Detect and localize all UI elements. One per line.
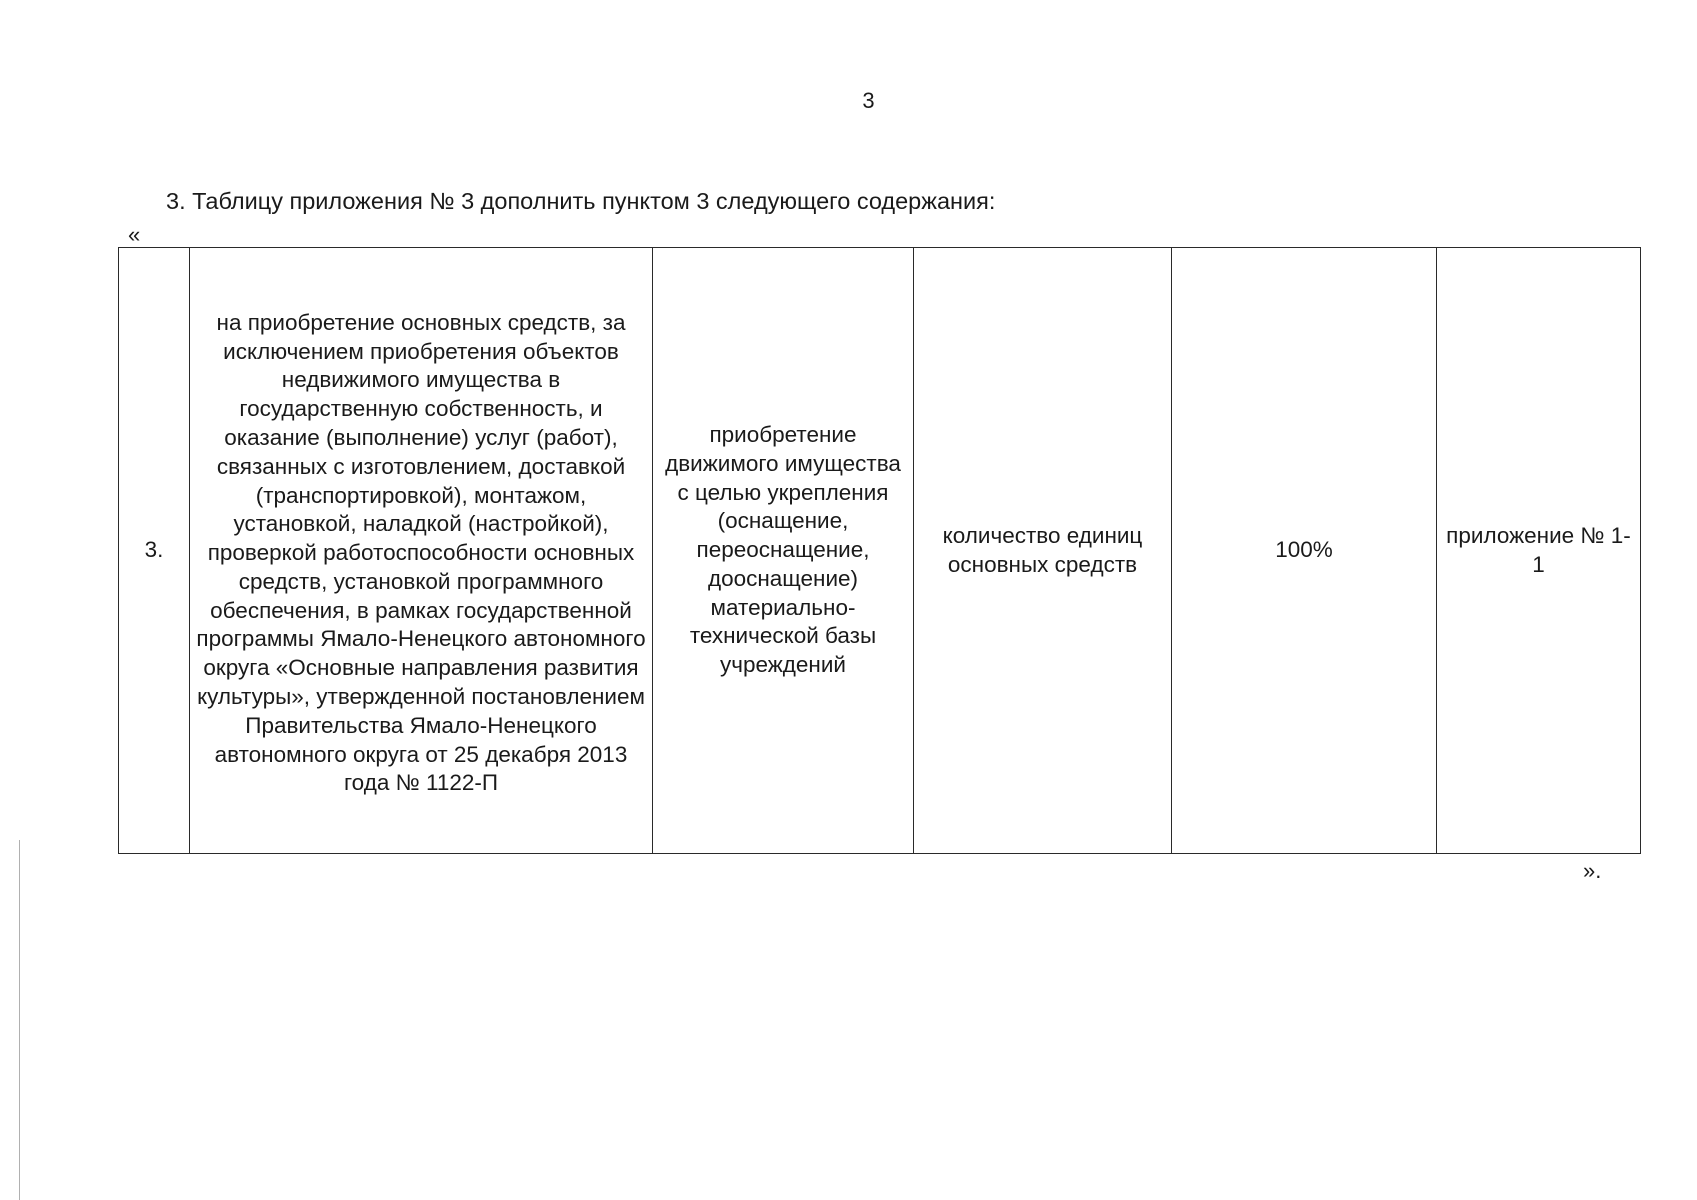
scan-margin-line — [19, 840, 20, 1200]
indicator-cell: количество единиц основных средств — [914, 248, 1172, 854]
action-cell: приобретение движимого имущества с целью укрепления (оснащение, переоснащение, дооснащение) материально-технической базы учреждений — [653, 248, 914, 854]
description-cell: на приобретение основных средств, за исключением приобретения объектов недвижимого имущества в государственную собственность, и оказание (выполнение) услуг (работ), связанных с изготовлением, доставкой (транспортировкой), монтажом, установкой, наладкой (настройкой), проверкой работоспособности основных средств, установкой программного обеспечения, в рамках государственной программы Ямало-Ненецкого автономного округа «Основные направления развития культуры», утвержденной постановлением Правительства Ямало-Ненецкого автономного округа от 25 декабря 2013 года № 1122-П — [190, 248, 653, 854]
reference-cell: приложение № 1-1 — [1437, 248, 1641, 854]
value-cell: 100% — [1172, 248, 1437, 854]
row-number-cell: 3. — [119, 248, 190, 854]
page-number: 3 — [862, 88, 875, 113]
appendix-table — [118, 247, 1641, 854]
closing-quote-mark: ». — [1583, 858, 1602, 883]
amendment-intro-text: 3. Таблицу приложения № 3 дополнить пунктом 3 следующего содержания: — [166, 188, 996, 214]
table-row — [119, 248, 1641, 854]
opening-quote-mark: « — [128, 222, 141, 247]
